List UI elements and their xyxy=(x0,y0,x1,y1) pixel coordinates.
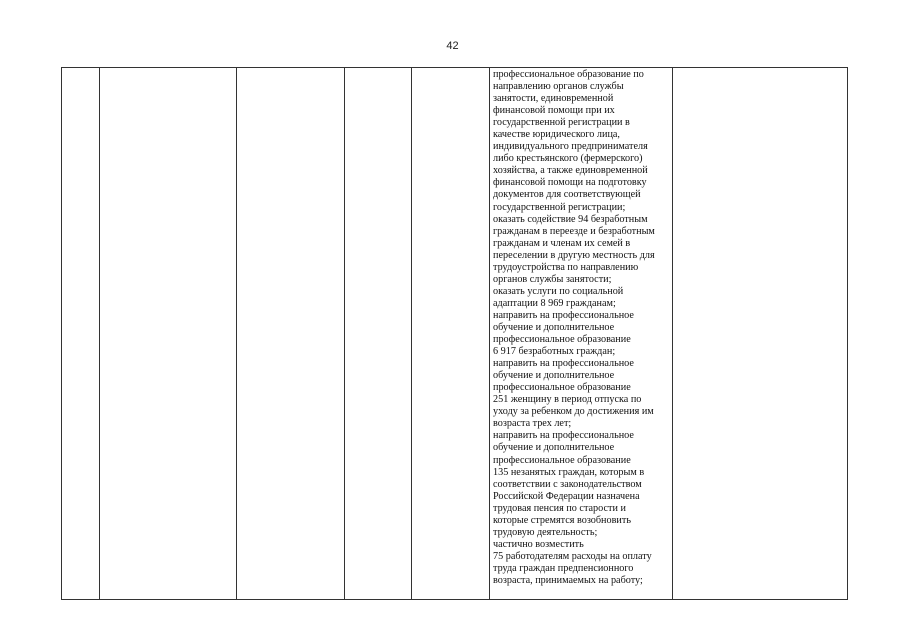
text-line: 135 незанятых граждан, которым в xyxy=(493,466,645,478)
text-line: государственной регистрации в xyxy=(493,117,630,129)
text-line: органов службы занятости; xyxy=(493,273,612,285)
table-cell-executor xyxy=(237,68,345,600)
expected-result-text xyxy=(490,68,672,587)
text-line: направлению органов службы xyxy=(493,81,624,93)
text-line: гражданам и членам их семей в xyxy=(493,237,631,249)
text-line: профессиональное образование xyxy=(493,382,631,394)
text-line: трудовая пенсия по старости и xyxy=(493,502,626,514)
table-cell-number xyxy=(62,68,100,600)
page-number: 42 xyxy=(446,40,459,52)
text-line: трудовую деятельность; xyxy=(493,526,598,538)
table-cell-measure xyxy=(100,68,237,600)
text-line: оказать содействие 94 безработным xyxy=(493,213,648,225)
document-table xyxy=(61,67,848,600)
text-line: гражданам в переезде и безработным xyxy=(493,225,655,237)
text-line: либо крестьянского (фермерского) xyxy=(493,153,643,165)
text-line: качестве юридического лица, xyxy=(493,129,620,141)
table-cell-notes xyxy=(673,68,848,600)
text-line: направить на профессиональное xyxy=(493,430,634,442)
table-cell-expected-result xyxy=(490,68,673,600)
text-line: трудоустройства по направлению xyxy=(493,261,639,273)
text-line: обучение и дополнительное xyxy=(493,442,615,454)
text-line: направить на профессиональное xyxy=(493,358,634,370)
text-line: хозяйства, а также единовременной xyxy=(493,165,648,177)
text-line: государственной регистрации; xyxy=(493,201,626,213)
text-line: частично возместить xyxy=(493,538,584,550)
text-line: адаптации 8 969 гражданам; xyxy=(493,297,616,309)
text-line: обучение и дополнительное xyxy=(493,370,615,382)
text-line: возраста трех лет; xyxy=(493,418,572,430)
text-line: документов для соответствующей xyxy=(493,189,641,201)
text-line: соответствии с законодательством xyxy=(493,478,642,490)
text-line: профессиональное образование xyxy=(493,334,631,346)
text-line: занятости, единовременной xyxy=(493,93,614,105)
text-line: профессиональное образование xyxy=(493,454,631,466)
table-row xyxy=(62,68,848,600)
text-line: профессиональное образование по xyxy=(493,69,644,80)
text-line: которые стремятся возобновить xyxy=(493,514,631,526)
text-line: финансовой помощи при их xyxy=(493,105,615,117)
table-cell-period-start xyxy=(345,68,412,600)
text-line: труда граждан предпенсионного xyxy=(493,562,634,574)
text-line: индивидуального предпринимателя xyxy=(493,141,648,153)
text-line: обучение и дополнительное xyxy=(493,321,615,333)
table-cell-period-end xyxy=(412,68,490,600)
text-line: 75 работодателям расходы на оплату xyxy=(493,550,652,562)
text-line: 251 женщину в период отпуска по xyxy=(493,394,642,406)
text-line: направить на профессиональное xyxy=(493,309,634,321)
text-line: Российской Федерации назначена xyxy=(493,490,640,502)
text-line: уходу за ребенком до достижения им xyxy=(493,406,654,418)
text-line: переселении в другую местность для xyxy=(493,249,655,261)
text-line: финансовой помощи на подготовку xyxy=(493,177,647,189)
text-line: оказать услуги по социальной xyxy=(493,285,624,297)
text-line: возраста, принимаемых на работу; xyxy=(493,574,643,586)
text-line: 6 917 безработных граждан; xyxy=(493,346,616,358)
